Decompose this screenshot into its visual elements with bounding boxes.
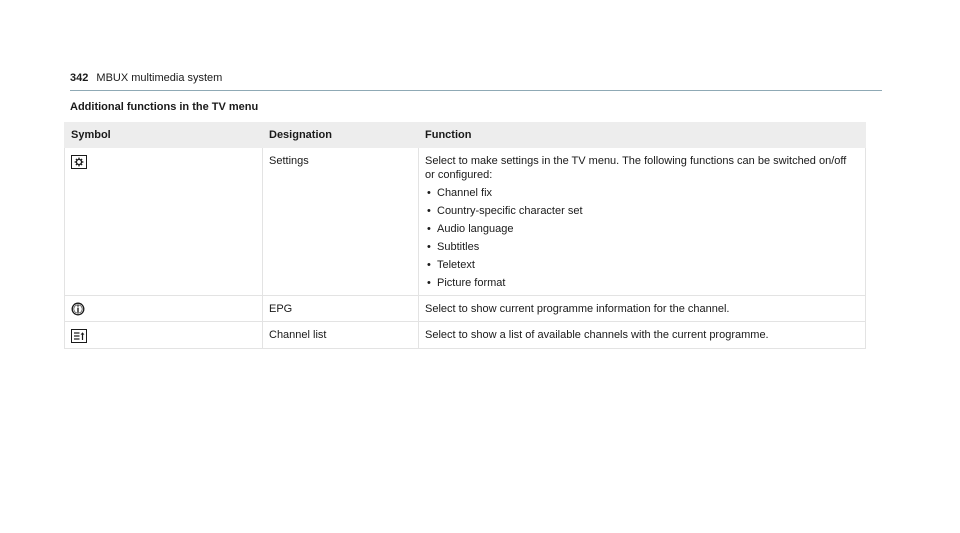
designation-cell: Channel list (263, 322, 419, 349)
channel-list-icon (71, 329, 87, 343)
info-circle-icon (71, 302, 85, 316)
symbol-cell (65, 296, 263, 322)
table-row (65, 296, 866, 322)
designation-cell: EPG (263, 296, 419, 322)
header-title: MBUX multimedia system (96, 72, 223, 84)
list-item: • Subtitles (425, 240, 859, 254)
list-item: • Country-specific character set (425, 204, 859, 218)
list-item: • Teletext (425, 258, 859, 272)
table-row (65, 322, 866, 349)
symbol-cell (65, 148, 263, 296)
column-header-designation: Designation (263, 123, 419, 148)
function-cell: Select to show current programme information for the channel. (419, 296, 866, 322)
function-cell: Select to show a list of available channels with the current programme. (419, 322, 866, 349)
section-title: Additional functions in the TV menu (70, 101, 259, 113)
symbol-cell (65, 322, 263, 349)
function-cell (419, 148, 866, 296)
table-header-row (65, 123, 866, 148)
function-items-list (425, 186, 859, 290)
page-header (70, 72, 882, 91)
functions-table (64, 122, 866, 349)
list-item: • Channel fix (425, 186, 859, 200)
list-item: • Picture format (425, 276, 859, 290)
page-number: 342 (70, 72, 89, 84)
function-text: Select to make settings in the TV menu. The following functions can be switched on/off or configured: (425, 155, 847, 181)
settings-gear-icon (71, 155, 87, 169)
column-header-symbol: Symbol (65, 123, 263, 148)
designation-cell: Settings (263, 148, 419, 296)
table-row (65, 148, 866, 296)
column-header-function: Function (419, 123, 866, 148)
list-item: • Audio language (425, 222, 859, 236)
